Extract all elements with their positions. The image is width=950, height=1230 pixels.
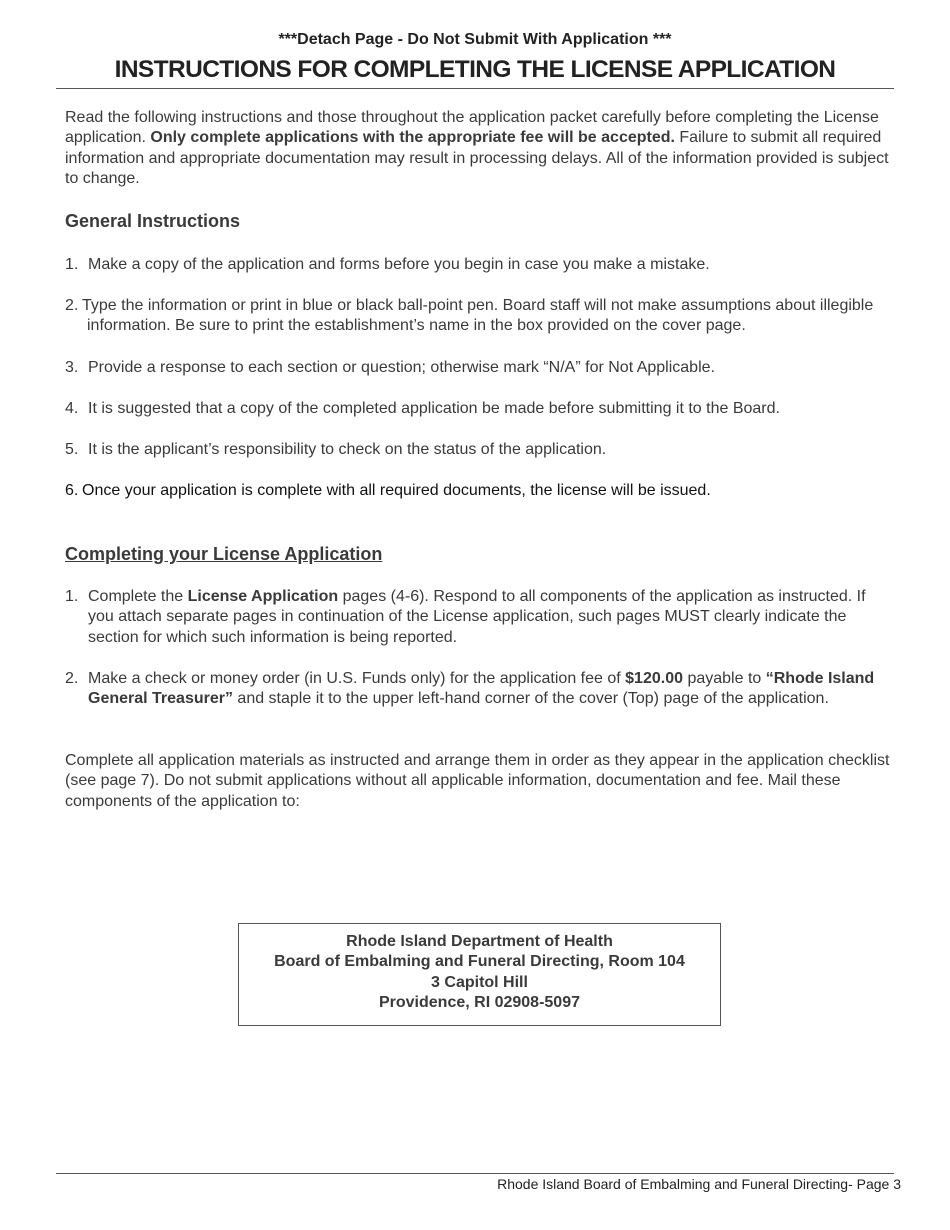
page-title: INSTRUCTIONS FOR COMPLETING THE LICENSE APPLICATION [114,56,836,83]
item-number: 1. [65,256,79,273]
item-number: 3. [65,359,79,376]
completing-application-heading: Completing your License Application [65,544,383,564]
item2-text-mid: payable to [683,670,766,687]
general-item-1 [65,255,895,275]
footer-divider [56,1173,894,1174]
general-instructions-heading: General Instructions [65,211,241,231]
general-item-4 [65,399,895,419]
general-item-5 [65,440,895,460]
item-text [65,669,895,710]
item-text: Make a copy of the application and forms before you begin in case you make a mistake. [88,256,710,273]
intro-paragraph [65,108,895,190]
address-line-2: Board of Embalming and Funeral Directing, Room 104 [274,953,685,971]
item2-text-pre: Make a check or money order (in U.S. Funds only) for the application fee of [88,670,626,687]
item1-bold-license-application: License Application [187,588,339,605]
item-number: 6. [65,482,79,499]
item-number: 2. [65,670,79,687]
item-number: 1. [65,588,79,605]
intro-text-1: Read the following instructions and those throughout the application packet carefully before completing the License application. [65,109,879,147]
completing-item-2 [65,669,895,710]
title-divider [56,88,894,89]
address-line-1: Rhode Island Department of Health [346,933,613,950]
item-text: It is suggested that a copy of the completed application be made before submitting it to the Board. [88,400,780,417]
item-number: 2. [65,297,79,314]
item-text: Type the information or print in blue or black ball-point pen. Board staff will not make assumptions about illegible information. Be sure to print the establishment’s name in the box provided on the cover page. [82,297,874,335]
completing-item-1 [65,587,895,648]
item-text: Provide a response to each section or question; otherwise mark “N/A” for Not Applicable. [88,359,715,376]
item2-text-post: and staple it to the upper left-hand corner of the cover (Top) page of the application. [232,690,829,708]
address-line-4: Providence, RI 02908-5097 [378,994,580,1012]
payee-name: “Rhode Island General Treasurer” [88,670,875,708]
general-item-6 [65,481,895,501]
item-number: 5. [65,441,79,458]
closing-paragraph: Complete all application materials as instructed and arrange them in order as they appear in the application checklist (see page 7). Do not submit applications without all applicable information, documentation and fee. Mail these components of the application to: [65,752,890,810]
mailing-address-box [238,923,721,1026]
item1-text-post: pages (4-6). Respond to all components of the application as instructed. If you attach separate pages in continuation of the License application, such pages MUST clearly indicate the section for which such information is being reported. [88,588,866,646]
intro-bold-text: Only complete applications with the appropriate fee will be accepted. [150,129,675,147]
intro-text-2: Failure to submit all required information and appropriate documentation may result in processing delays. All of the information provided is subject to change. [65,129,889,188]
footer-page-label: Rhode Island Board of Embalming and Funeral Directing- Page 3 [497,1176,901,1192]
application-fee: $120.00 [625,670,683,687]
general-item-2 [65,296,895,337]
item-number: 4. [65,400,79,417]
item1-text-pre: Complete the [88,588,188,605]
item-text: It is the applicant’s responsibility to check on the status of the application. [88,441,607,458]
item-text: Once your application is complete with all required documents, the license will be issued. [82,482,711,499]
detach-notice: ***Detach Page - Do Not Submit With Application *** [278,31,672,48]
item-text [65,587,895,648]
general-item-3 [65,358,895,378]
address-line-3: 3 Capitol Hill [431,973,528,991]
